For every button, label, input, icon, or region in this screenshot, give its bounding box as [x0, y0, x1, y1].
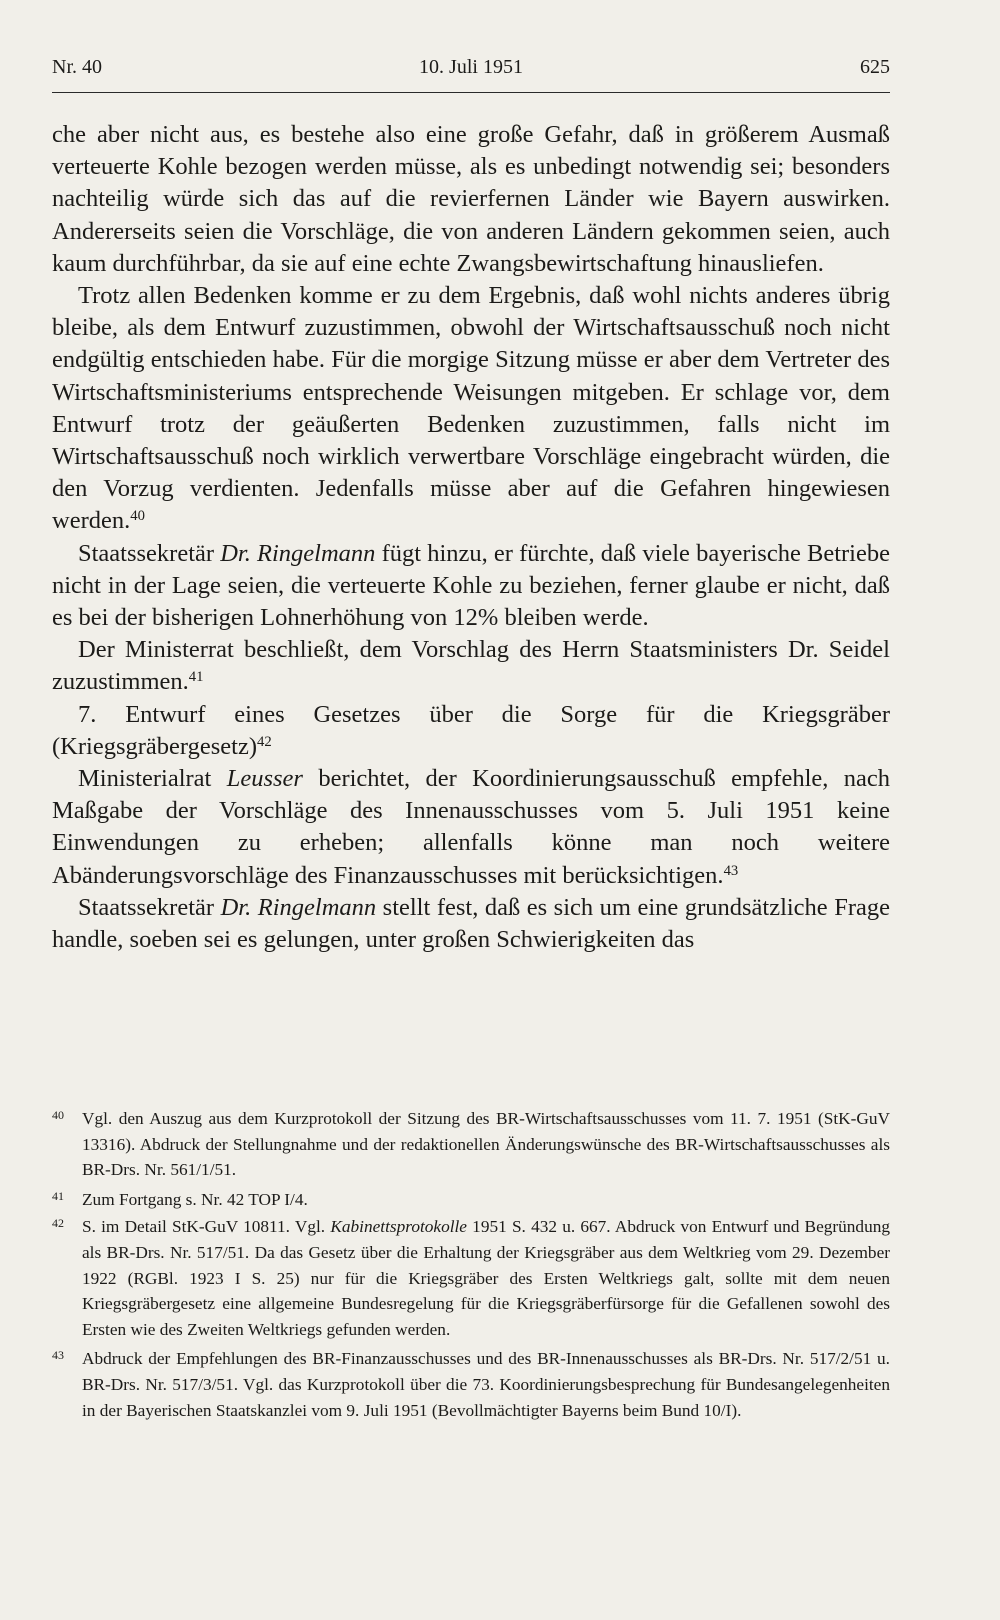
text-run: Zum Fortgang s. Nr. 42 TOP I/4.	[82, 1189, 308, 1209]
footnote	[52, 1187, 890, 1213]
text-run: Staatssekretär	[78, 893, 221, 921]
paragraph	[52, 634, 890, 698]
running-header	[52, 56, 890, 88]
text-run: che aber nicht aus, es bestehe also eine große Gefahr, daß in größerem Ausmaß verteuerte Kohle bezogen werden müsse, als es unbedingt notwendig sei; besonders nachteilig würde sich das auf die revierfernen Länder wie Bayern auswirken. Andererseits seien die Vorschläge, die von anderen Ländern gekommen seien, auch kaum durchführbar, da sie auf eine echte Zwangsbewirtschaftung hinausliefen.	[52, 121, 890, 277]
text-run: S. im Detail StK-GuV 10811. Vgl.	[82, 1217, 331, 1237]
footnote-reference: 40	[130, 508, 145, 525]
document-number: Nr. 40	[52, 56, 102, 78]
main-text	[52, 119, 890, 956]
footnote-reference: 43	[723, 862, 739, 879]
text-run: Staatssekretär	[78, 539, 221, 567]
text-run: Trotz allen Bedenken komme er zu dem Ergebnis, daß wohl nichts anderes übrig bleibe, als dem Entwurf zuzustimmen, obwohl der Wirtschaftsausschuß noch nicht endgültig entschieden habe. Für die morgige Sitzung müsse er aber dem Vertreter des Wirtschaftsministeriums entsprechende Weisungen mitgeben. Er schlage vor, dem Entwurf trotz der geäußerten Bedenken zuzustimmen, falls nicht im Wirtschaftsausschuß noch wirklich verwertbare Vorschläge eingebracht würden, die den Vorzug verdienten. Jedenfalls müsse aber auf die Gefahren hingewiesen werden.	[52, 282, 890, 535]
paragraph	[52, 892, 890, 956]
text-run: Der Ministerrat beschließt, dem Vorschlag des Herrn Staatsministers Dr. Seidel zuzustimmen.	[52, 636, 890, 696]
paragraph	[52, 538, 890, 635]
footnote	[52, 1346, 890, 1423]
text-run: Abdruck der Empfehlungen des BR-Finanzausschusses und des BR-Innenausschusses als BR-Drs. Nr. 517/2/51 u. BR-Drs. Nr. 517/3/51. Vgl. das Kurzprotokoll über die 73. Koordinierungsbesprechung für Bundesangelegenheiten in der Bayerischen Staatskanzlei vom 9. Juli 1951 (Bevollmächtigter Bayerns beim Bund 10/I).	[82, 1349, 890, 1420]
footnotes	[52, 1106, 890, 1427]
paragraph	[52, 280, 890, 538]
footnote-number: 42	[52, 1216, 64, 1231]
paragraph	[52, 763, 890, 892]
text-run: fügt hinzu, er fürchte, daß viele bayerische Betriebe nicht in der Lage seien, die verteuerte Kohle zu beziehen, ferner glaube er nicht, daß es bei der bisherigen Lohnerhöhung von 12% bleiben werde.	[52, 539, 890, 632]
italic-name: Leusser	[226, 765, 303, 793]
footnote-number: 43	[52, 1348, 64, 1363]
agenda-item-heading	[52, 699, 890, 763]
header-date: 10. Juli 1951	[419, 56, 523, 78]
text-run: 7. Entwurf eines Gesetzes über die Sorge für die Kriegsgräber (Kriegsgräbergesetz)	[52, 700, 890, 760]
footnote-reference: 42	[256, 733, 272, 750]
page-number: 625	[860, 56, 890, 78]
text-run: 1951 S. 432 u. 667. Abdruck von Entwurf und Begründung als BR-Drs. Nr. 517/51. Da das Gesetz über die Erhaltung der Kriegsgräber aus dem Weltkrieg vom 29. Dezember 1922 (RGBl. 1923 I S. 25) nur für die Kriegsgräber des Ersten Weltkriegs galt, sollte mit dem neuen Kriegsgräbergesetz eine allgemeine Bundesregelung für die Kriegsgräberfürsorge für die Gefallenen sowohl des Ersten wie des Zweiten Weltkriegs gefunden werden.	[82, 1217, 890, 1339]
paragraph	[52, 119, 890, 280]
footnote	[52, 1214, 890, 1342]
text-run: Ministerialrat	[78, 765, 227, 793]
text-run: Vgl. den Auszug aus dem Kurzprotokoll der Sitzung des BR-Wirtschaftsausschusses vom 11. 7. 1951 (StK-GuV 13316). Abdruck der Stellungnahme und der redaktionellen Änderungswünsche des BR-Wirtschaftsausschusses als BR-Drs. Nr. 561/1/51.	[82, 1109, 890, 1180]
italic-name: Dr. Ringelmann	[220, 539, 376, 567]
text-run: stellt fest, daß es sich um eine grundsätzliche Frage handle, soeben sei es gelungen, unter großen Schwierigkeiten das	[52, 893, 890, 954]
footnote-reference: 41	[188, 669, 204, 686]
footnote	[52, 1106, 890, 1183]
italic-name: Dr. Ringelmann	[220, 893, 377, 921]
text-run: berichtet, der Koordinierungsausschuß empfehle, nach Maßgabe der Vorschläge des Innenausschusses vom 5. Juli 1951 keine Einwendungen zu erheben; allenfalls könne man noch weitere Abänderungsvorschläge des Finanzausschusses mit berücksichtigen.	[52, 765, 890, 889]
footnote-number: 41	[52, 1188, 64, 1203]
footnote-number: 40	[52, 1108, 64, 1122]
header-rule	[52, 92, 890, 93]
italic-name: Kabinettsprotokolle	[330, 1217, 467, 1237]
